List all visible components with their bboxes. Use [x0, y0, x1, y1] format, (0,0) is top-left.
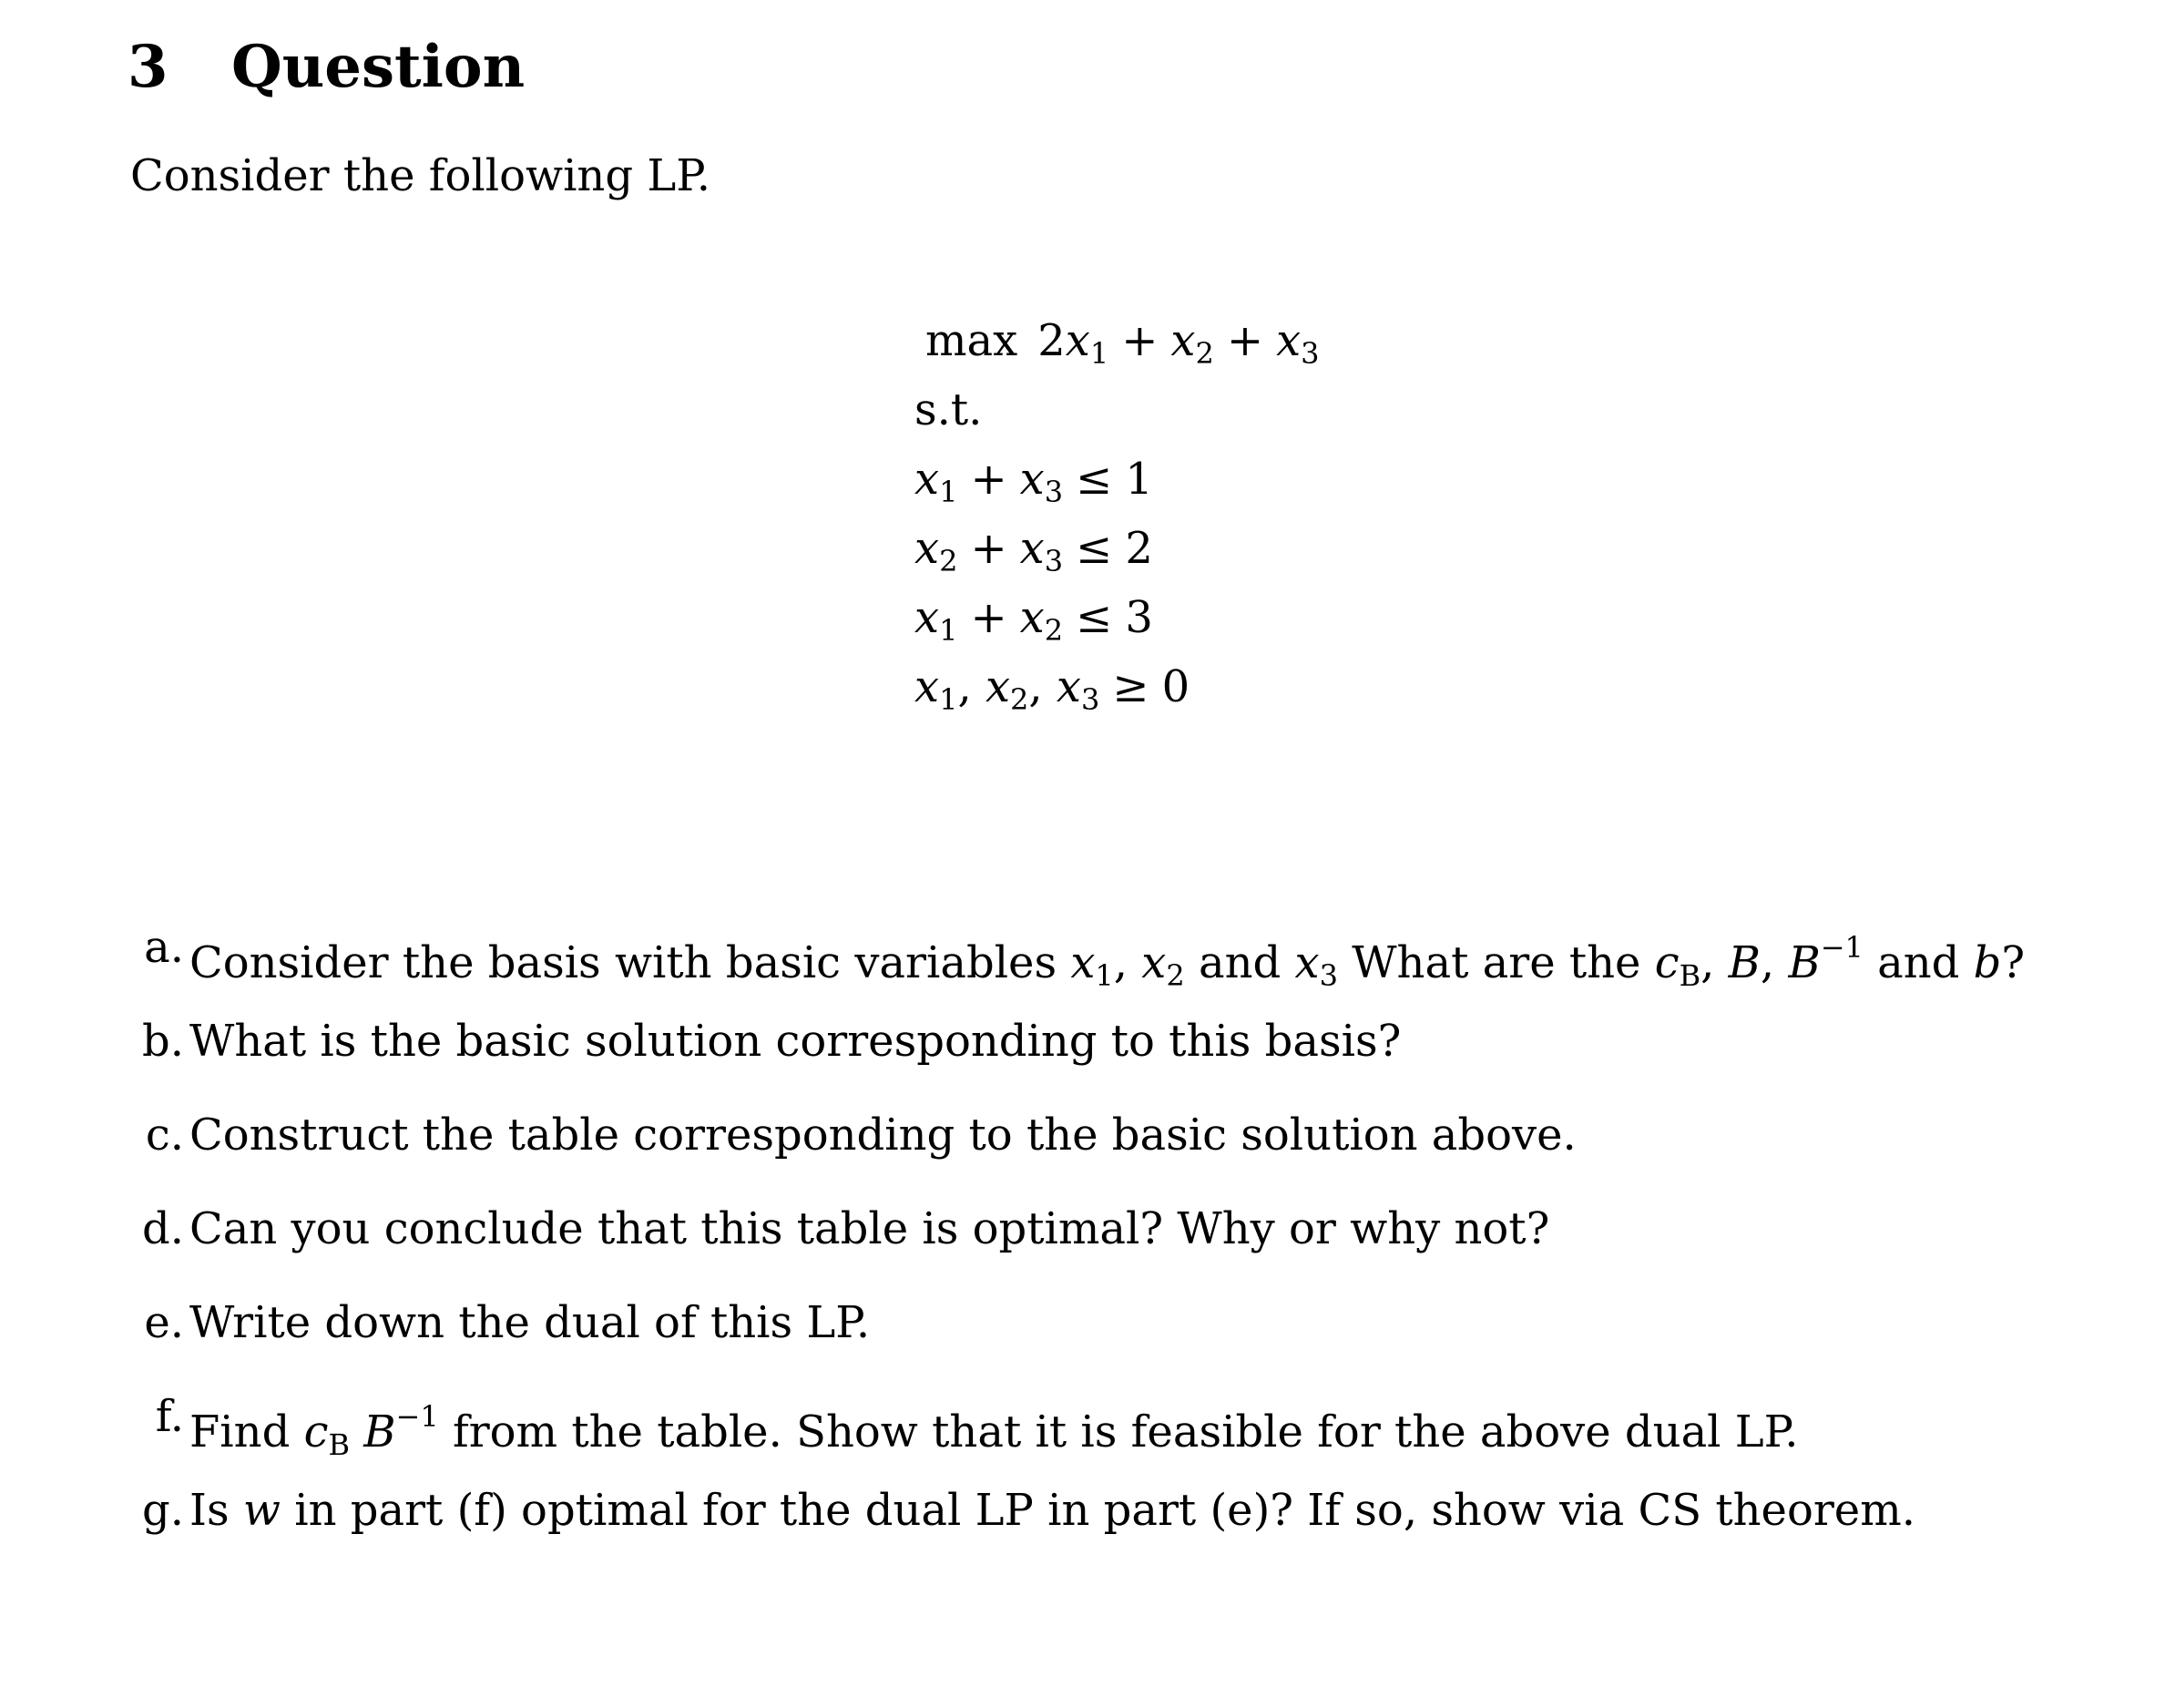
question-item [128, 1295, 2131, 1389]
question-item [128, 1202, 2131, 1295]
question-label: c. [145, 1110, 184, 1161]
question-item [128, 920, 2131, 1014]
question-text: What is the basic solution corresponding to this basis? [189, 1016, 1402, 1067]
intro-text: Consider the following LP. [130, 150, 711, 201]
lp-objective: $2x_1 + x_2 + x_3$ [1037, 315, 1320, 371]
lp-constraint: $x_2 + x_3 \le 2$ [914, 523, 1153, 578]
question-text: Is w in part (f) optimal for the dual LP in part (e)? If so, show via CS theorem. [189, 1485, 1915, 1536]
question-label: g. [142, 1485, 184, 1536]
question-text: Construct the table corresponding to the basic solution above. [189, 1110, 1577, 1161]
question-item [128, 1108, 2131, 1202]
linear-program [914, 306, 1320, 721]
lp-subject-to: s.t. [914, 384, 983, 435]
lp-objective-keyword: max [925, 315, 1018, 366]
question-item [128, 1014, 2131, 1108]
question-text: Find $c_B$ $B^{-1}$ from the table. Show that it is feasible for the above dual LP. [189, 1399, 1799, 1462]
lp-nonnegativity: $x_1$, $x_2$, $x_3 \ge 0$ [914, 661, 1190, 717]
question-item [128, 1389, 2131, 1483]
section-number: 3 [128, 33, 169, 101]
question-label: a. [144, 922, 184, 973]
question-text: Consider the basis with basic variables $x_1$, $x_2$ and $x_3$ What are the $c_B$, B, $B^{-1}$ and b? [189, 930, 2026, 993]
lp-constraint: $x_1 + x_3 \le 1$ [914, 454, 1153, 509]
question-list [128, 920, 2131, 1577]
question-label: e. [144, 1297, 184, 1348]
section-title: Question [231, 33, 526, 101]
lp-objective-line [914, 306, 1320, 375]
question-text: Can you conclude that this table is optimal? Why or why not? [189, 1203, 1550, 1254]
question-label: f. [155, 1391, 184, 1442]
question-text: Write down the dual of this LP. [189, 1297, 871, 1348]
question-label: b. [142, 1016, 184, 1067]
question-label: d. [142, 1203, 184, 1254]
question-item [128, 1483, 2131, 1577]
lp-constraint: $x_1 + x_2 \le 3$ [914, 592, 1153, 648]
